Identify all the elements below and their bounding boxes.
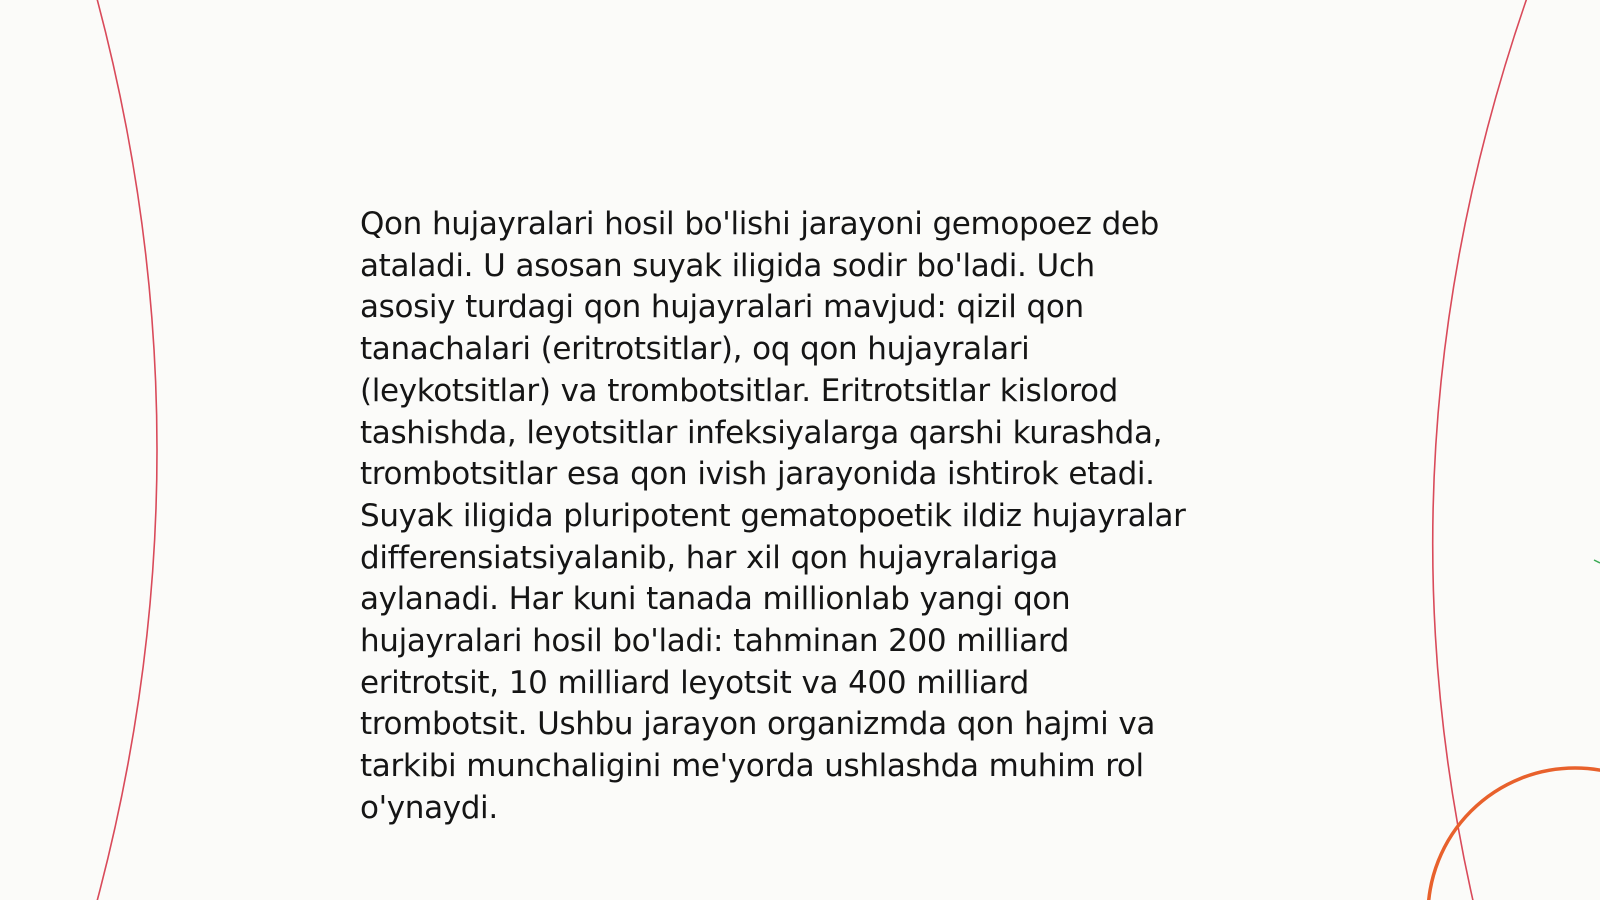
- text-line: tarkibi munchaligini me'yorda ushlashda muhim rol: [360, 748, 1144, 785]
- text-line: (leykotsitlar) va trombotsitlar. Eritrotsitlar kislorod: [360, 372, 1118, 409]
- text-line: tanachalari (eritrotsitlar), oq qon hujayralari: [360, 331, 1030, 368]
- text-line: hujayralari hosil bo'ladi: tahminan 200 milliard: [360, 623, 1070, 660]
- text-line: trombotsit. Ushbu jarayon organizmda qon hajmi va: [360, 706, 1155, 743]
- text-line: asosiy turdagi qon hujayralari mavjud: qizil qon: [360, 289, 1084, 326]
- text-line: Qon hujayralari hosil bo'lishi jarayoni gemopoez deb: [360, 206, 1159, 242]
- text-line: eritrotsit, 10 milliard leyotsit va 400 milliard: [360, 664, 1029, 701]
- text-line: tashishda, leyotsitlar infeksiyalarga qarshi kurashda,: [360, 414, 1163, 451]
- slide-body-text: [360, 204, 1250, 830]
- text-line: aylanadi. Har kuni tanada millionlab yangi qon: [360, 581, 1071, 618]
- text-line: trombotsitlar esa qon ivish jarayonida ishtirok etadi.: [360, 456, 1155, 493]
- text-line: Suyak iligida pluripotent gematopoetik ildiz hujayralar: [360, 497, 1186, 534]
- text-line: ataladi. U asosan suyak iligida sodir bo'ladi. Uch: [360, 247, 1095, 284]
- right-edge-accent: [1594, 560, 1600, 563]
- right-arc-line: [1433, 0, 1528, 900]
- text-line: differensiatsiyalanib, har xil qon hujayralariga: [360, 539, 1058, 576]
- corner-circle-outline: [1428, 768, 1600, 900]
- left-arc-line: [96, 0, 157, 900]
- text-line: o'ynaydi.: [360, 789, 498, 826]
